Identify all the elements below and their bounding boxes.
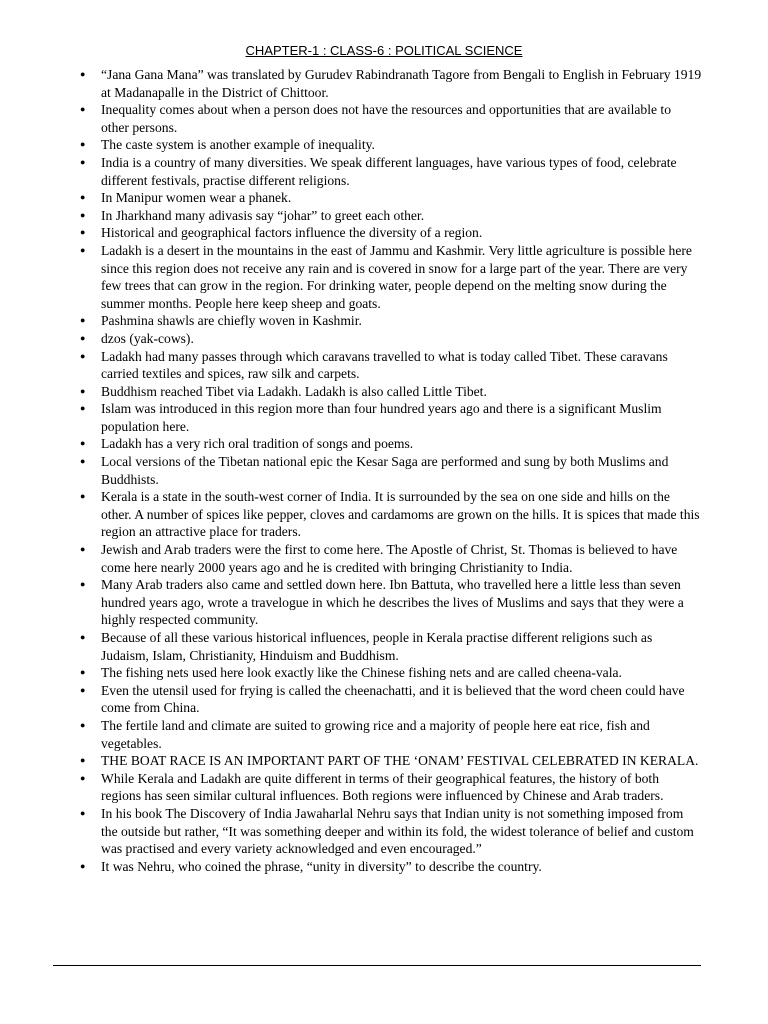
list-item: ● Even the utensil used for frying is called the cheenachatti, and it is believed that the word cheen could have come from China. bbox=[101, 682, 702, 717]
list-item: ● Ladakh is a desert in the mountains in the east of Jammu and Kashmir. Very little agriculture is possible here since this region does not receive any rain and is covered in snow for a large part of the year. There are very few trees that can grow in the region. For drinking water, people depend on the melting snow during the summer months. People here keep sheep and goats. bbox=[101, 242, 702, 312]
list-item: ● The fishing nets used here look exactly like the Chinese fishing nets and are called cheena-vala. bbox=[101, 664, 702, 682]
list-item: ● In Jharkhand many adivasis say “johar” to greet each other. bbox=[101, 207, 702, 225]
list-item: ● Jewish and Arab traders were the first to come here. The Apostle of Christ, St. Thomas is believed to have come here nearly 2000 years ago and he is credited with bringing Christianity to India. bbox=[101, 541, 702, 576]
list-item: ● “Jana Gana Mana” was translated by Gurudev Rabindranath Tagore from Bengali to English in February 1919 at Madanapalle in the District of Chittoor. bbox=[101, 66, 702, 101]
list-item: ● The caste system is another example of inequality. bbox=[101, 136, 702, 154]
list-item: ● In Manipur women wear a phanek. bbox=[101, 189, 702, 207]
page-title bbox=[0, 43, 768, 58]
list-item: ● Ladakh has a very rich oral tradition of songs and poems. bbox=[101, 435, 702, 453]
list-item: ● Local versions of the Tibetan national epic the Kesar Saga are performed and sung by both Muslims and Buddhists. bbox=[101, 453, 702, 488]
list-item: ● Islam was introduced in this region more than four hundred years ago and there is a significant Muslim population here. bbox=[101, 400, 702, 435]
list-item: ● In his book The Discovery of India Jawaharlal Nehru says that Indian unity is not something imposed from the outside but rather, “It was something deeper and within its fold, the widest tolerance of belief and custom was practised and every variety acknowledged and even encouraged.” bbox=[101, 805, 702, 858]
list-item: ● India is a country of many diversities. We speak different languages, have various types of food, celebrate different festivals, practise different religions. bbox=[101, 154, 702, 189]
page-title-text: CHAPTER-1 : CLASS-6 : POLITICAL SCIENCE bbox=[245, 43, 523, 58]
list-item: ● Buddhism reached Tibet via Ladakh. Ladakh is also called Little Tibet. bbox=[101, 383, 702, 401]
list-item: ● Because of all these various historical influences, people in Kerala practise different religions such as Judaism, Islam, Christianity, Hinduism and Buddhism. bbox=[101, 629, 702, 664]
list-item: ● Inequality comes about when a person does not have the resources and opportunities that are available to other persons. bbox=[101, 101, 702, 136]
list-item: ● While Kerala and Ladakh are quite different in terms of their geographical features, the history of both regions has seen similar cultural influences. Both regions were influenced by Chinese and Arab traders. bbox=[101, 770, 702, 805]
list-item: ● Many Arab traders also came and settled down here. Ibn Battuta, who travelled here a little less than seven hundred years ago, wrote a travelogue in which he describes the lives of Muslims and says that they were a highly respected community. bbox=[101, 576, 702, 629]
list-item: ● Historical and geographical factors influence the diversity of a region. bbox=[101, 224, 702, 242]
list-item: ● It was Nehru, who coined the phrase, “unity in diversity” to describe the country. bbox=[101, 858, 702, 876]
list-item: ● dzos (yak-cows). bbox=[101, 330, 702, 348]
list-item: ● Ladakh had many passes through which caravans travelled to what is today called Tibet. These caravans carried textiles and spices, raw silk and carpets. bbox=[101, 348, 702, 383]
list-item: ● THE BOAT RACE IS AN IMPORTANT PART OF THE ‘ONAM’ FESTIVAL CELEBRATED IN KERALA. bbox=[101, 752, 702, 770]
bullet-list bbox=[0, 66, 702, 875]
list-item: ● Pashmina shawls are chiefly woven in Kashmir. bbox=[101, 312, 702, 330]
list-item: ● The fertile land and climate are suited to growing rice and a majority of people here eat rice, fish and vegetables. bbox=[101, 717, 702, 752]
footer-divider bbox=[53, 965, 701, 966]
list-item: ● Kerala is a state in the south-west corner of India. It is surrounded by the sea on one side and hills on the other. A number of spices like pepper, cloves and cardamoms are grown on the hills. It is spices that made this region an attractive place for traders. bbox=[101, 488, 702, 541]
